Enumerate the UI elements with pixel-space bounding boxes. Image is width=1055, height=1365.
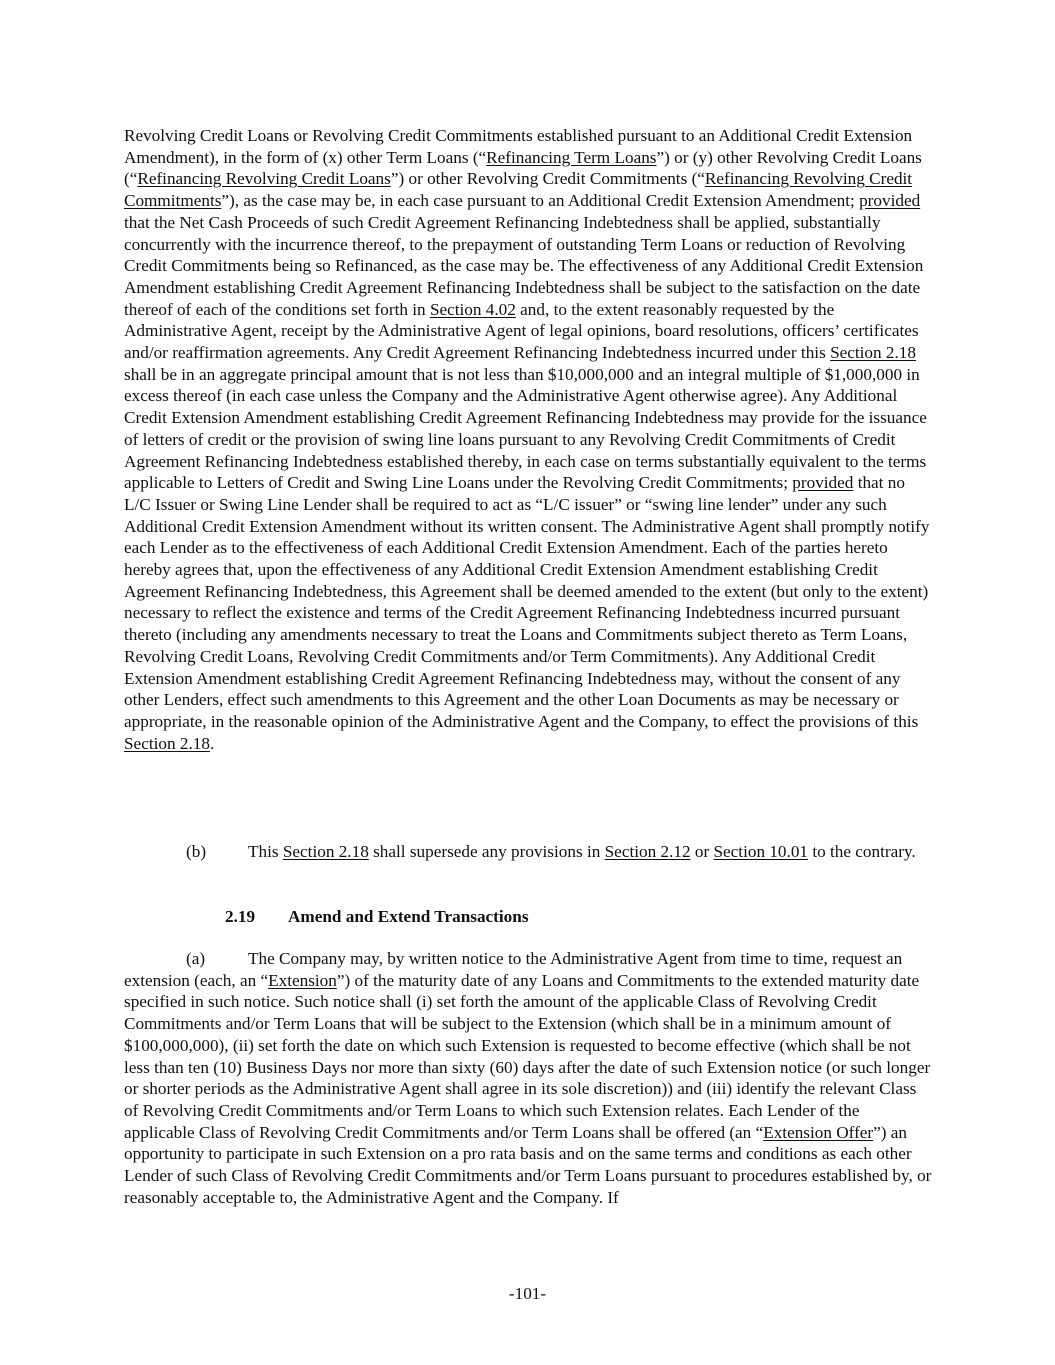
- text-run: ”), as the case may be, in each case pursuant to an Additional Credit Extension Amendment;: [221, 191, 860, 211]
- text-run: ”) of the maturity date of any Loans and Commitments to the extended maturity date specified in such notice. Such notice shall (i) set forth the amount of the applicable Class of Revolving Credit Commitments and/or Term Loans that will be subject to the Extension (which shall be in a minimum amount of $100,000,000), (ii) set forth the date on which such Extension is requested to become effective (which shall be not less than ten (10) Business Days nor more than sixty (60) days after the date of such Extension notice (or such longer or shorter periods as the Administrative Agent shall agree in its sole discretion)) and (iii) identify the relevant Class of Revolving Credit Commitments and/or Term Loans to which such Extension relates. Each Lender of the applicable Class of Revolving Credit Commitments and/or Term Loans shall be offered (an “: [124, 970, 931, 1142]
- section-reference: Section 4.02: [429, 299, 516, 319]
- text-run: shall supersede any provisions in: [368, 842, 605, 861]
- defined-term: Refinancing Revolving Credit Commitments: [124, 169, 913, 211]
- clause-label: (b): [186, 842, 207, 861]
- section-heading: [225, 906, 529, 928]
- defined-term: Refinancing Revolving Credit Loans: [137, 169, 391, 189]
- paragraph-continuation: [124, 125, 932, 754]
- defined-term: Extension Offer: [763, 1122, 874, 1142]
- emphasis-provided: provided: [792, 473, 854, 493]
- text-run: to the contrary.: [808, 842, 916, 861]
- text-run: Revolving Credit Loans or Revolving Credit Commitments established pursuant to an Additional Credit Extension Amendment), in the form of (x) other Term Loans (“: [124, 126, 913, 167]
- text-run: that no L/C Issuer or Swing Line Lender shall be required to act as “L/C issuer” or “swing line lender” under any such Additional Credit Extension Amendment without its written consent. The Administrative Agent shall promptly notify each Lender as to the effectiveness of each Additional Credit Extension Amendment. Each of the parties hereto hereby agrees that, upon the effectiveness of any Additional Credit Extension Amendment establishing Credit Agreement Refinancing Indebtedness, this Agreement shall be deemed amended to the extent (but only to the extent) necessary to reflect the existence and terms of the Credit Agreement Refinancing Indebtedness incurred pursuant thereto (including any amendments necessary to treat the Loans and Commitments subject thereto as Term Loans, Revolving Credit Loans, Revolving Credit Commitments and/or Term Commitments). Any Additional Credit Extension Amendment establishing Credit Agreement Refinancing Indebtedness may, without the consent of any other Lenders, effect such amendments to this Agreement and the other Loan Documents as may be necessary or appropriate, in the reasonable opinion of the Administrative Agent and the Company, to effect the provisions of this: [124, 473, 930, 731]
- text-run: .: [209, 733, 215, 753]
- section-reference: Section 10.01: [713, 842, 809, 861]
- text-run: The Company may, by written notice to the Administrative Agent from time to time, request an extension (each, an “: [124, 949, 903, 990]
- section-reference: Section 2.18: [830, 343, 916, 363]
- emphasis-provided: provided: [859, 191, 921, 211]
- paragraph-b: [124, 841, 932, 863]
- defined-term: Refinancing Term Loans: [486, 147, 657, 167]
- section-reference: Section 2.18: [282, 842, 369, 861]
- text-run: ”) or other Revolving Credit Commitments (“: [390, 169, 705, 189]
- clause-label: (a): [186, 949, 206, 968]
- text-run: shall be in an aggregate principal amount that is not less than $10,000,000 and an integral multiple of $1,000,000 in excess thereof (in each case unless the Company and the Administrative Agent otherwise agree). Any Additional Credit Extension Amendment establishing Credit Agreement Refinancing Indebtedness may provide for the issuance of letters of credit or the provision of swing line loans pursuant to any Revolving Credit Commitments of Credit Agreement Refinancing Indebtedness established thereby, in each case on terms substantially equivalent to the terms applicable to Letters of Credit and Swing Line Loans under the Revolving Credit Commitments;: [124, 364, 927, 493]
- text-run: ”) or (y) other Revolving Credit Loans (“: [124, 147, 922, 189]
- text-run: that the Net Cash Proceeds of such Credit Agreement Refinancing Indebtedness shall be applied, substantially concurrently with the incurrence thereof, to the prepayment of outstanding Term Loans or reduction of Revolving Credit Commitments being so Refinanced, as the case may be. The effectiveness of any Additional Credit Extension Amendment establishing Credit Agreement Refinancing Indebtedness shall be subject to the satisfaction on the date thereof of each of the conditions set forth in: [124, 212, 924, 319]
- text-run: This: [248, 842, 283, 861]
- text-run: and, to the extent reasonably requested by the Administrative Agent, receipt by the Administrative Agent of legal opinions, board resolutions, officers’ certificates and/or reaffirmation agreements. Any Credit Agreement Refinancing Indebtedness incurred under this: [124, 299, 919, 363]
- text-run: or: [690, 842, 714, 861]
- section-reference: Section 2.18: [124, 733, 210, 753]
- text-run: ”) an opportunity to participate in such Extension on a pro rata basis and on the same terms and conditions as each other Lender of such Class of Revolving Credit Commitments and/or Term Loans pursuant to procedures established by, or reasonably acceptable to, the Administrative Agent and the Company. If: [124, 1122, 932, 1207]
- defined-term: Extension: [268, 970, 337, 990]
- page-number: -101-: [508, 1284, 547, 1303]
- section-reference: Section 2.12: [604, 842, 691, 861]
- paragraph-a: [124, 948, 932, 1208]
- section-number: 2.19: [225, 907, 256, 926]
- section-title: Amend and Extend Transactions: [288, 907, 529, 926]
